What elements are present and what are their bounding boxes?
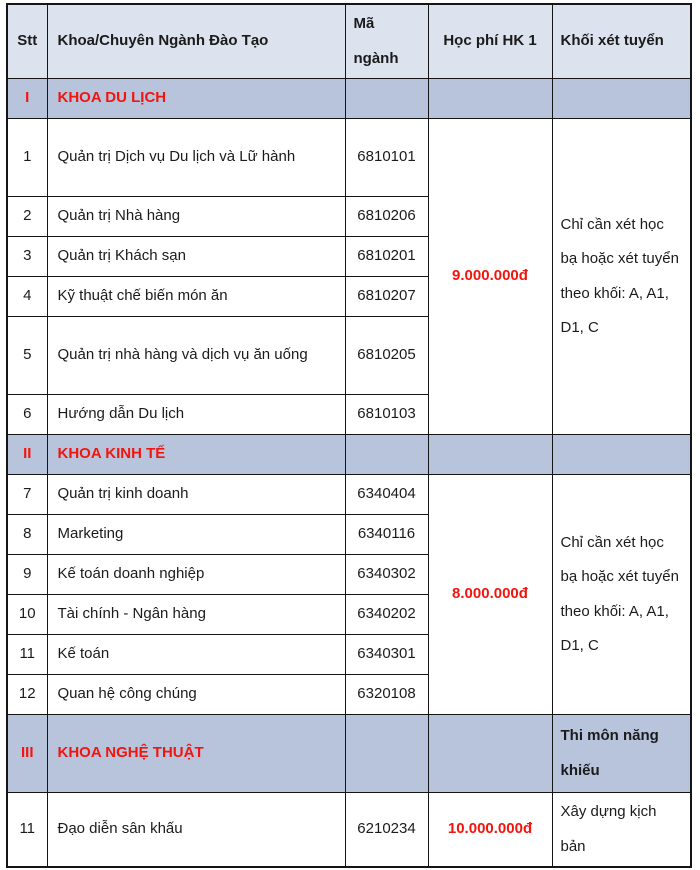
section-empty-cell	[428, 435, 552, 475]
section-note-cell: Thi môn năng khiếu	[552, 715, 691, 793]
major-code-cell: 6340301	[345, 635, 428, 675]
major-code-cell: 6340116	[345, 515, 428, 555]
program-name-cell: Quản trị Khách sạn	[47, 237, 345, 277]
program-name-cell: Quản trị Nhà hàng	[47, 197, 345, 237]
program-name-cell: Quản trị kinh doanh	[47, 475, 345, 515]
major-code-cell: 6810201	[345, 237, 428, 277]
section-numeral-cell: III	[7, 715, 47, 793]
major-code-cell: 6210234	[345, 793, 428, 868]
program-name-cell: Kế toán doanh nghiệp	[47, 555, 345, 595]
major-code-cell: 6810206	[345, 197, 428, 237]
section-title-cell: KHOA NGHỆ THUẬT	[47, 715, 345, 793]
program-name-cell: Quản trị Dịch vụ Du lịch và Lữ hành	[47, 119, 345, 197]
tuition-table	[6, 3, 692, 868]
col-stt-cell: 5	[7, 317, 47, 395]
section-empty-cell	[345, 435, 428, 475]
header-program: Khoa/Chuyên Ngành Đào Tạo	[47, 4, 345, 79]
col-stt-cell: 8	[7, 515, 47, 555]
major-code-cell: 6810205	[345, 317, 428, 395]
col-stt-cell: 9	[7, 555, 47, 595]
table-row	[7, 793, 691, 868]
col-stt-cell: 3	[7, 237, 47, 277]
program-name-cell: Marketing	[47, 515, 345, 555]
section-row-kinh-te	[7, 435, 691, 475]
major-code-cell: 6810103	[345, 395, 428, 435]
section-numeral-cell: I	[7, 79, 47, 119]
header-stt: Stt	[7, 4, 47, 79]
header-admission: Khối xét tuyển	[552, 4, 691, 79]
program-name-cell: Tài chính - Ngân hàng	[47, 595, 345, 635]
col-stt-cell: 12	[7, 675, 47, 715]
table-header-row	[7, 4, 691, 79]
section-empty-cell	[552, 435, 691, 475]
program-name-cell: Kỹ thuật chế biến món ăn	[47, 277, 345, 317]
section-title-cell: KHOA DU LỊCH	[47, 79, 345, 119]
tuition-fee-cell: 8.000.000đ	[428, 475, 552, 715]
tuition-fee-cell: 9.000.000đ	[428, 119, 552, 435]
col-stt-cell: 6	[7, 395, 47, 435]
table-row	[7, 119, 691, 197]
col-stt-cell: 1	[7, 119, 47, 197]
admission-block-cell: Xây dựng kịch bản	[552, 793, 691, 868]
col-stt-cell: 2	[7, 197, 47, 237]
tuition-fee-cell: 10.000.000đ	[428, 793, 552, 868]
program-name-cell: Quản trị nhà hàng và dịch vụ ăn uống	[47, 317, 345, 395]
section-row-du-lich	[7, 79, 691, 119]
major-code-cell: 6340202	[345, 595, 428, 635]
major-code-cell: 6340302	[345, 555, 428, 595]
section-empty-cell	[428, 79, 552, 119]
program-name-cell: Đạo diễn sân khấu	[47, 793, 345, 868]
section-row-nghe-thuat	[7, 715, 691, 793]
program-name-cell: Kế toán	[47, 635, 345, 675]
table-row	[7, 475, 691, 515]
header-code: Mã ngành	[345, 4, 428, 79]
col-stt-cell: 4	[7, 277, 47, 317]
section-empty-cell	[552, 79, 691, 119]
major-code-cell: 6320108	[345, 675, 428, 715]
col-stt-cell: 11	[7, 793, 47, 868]
admission-block-cell: Chỉ cần xét học bạ hoặc xét tuyển theo khối: A, A1, D1, C	[552, 475, 691, 715]
program-name-cell: Quan hệ công chúng	[47, 675, 345, 715]
section-numeral-cell: II	[7, 435, 47, 475]
program-name-cell: Hướng dẫn Du lịch	[47, 395, 345, 435]
major-code-cell: 6810101	[345, 119, 428, 197]
section-empty-cell	[345, 715, 428, 793]
section-empty-cell	[345, 79, 428, 119]
section-empty-cell	[428, 715, 552, 793]
col-stt-cell: 7	[7, 475, 47, 515]
col-stt-cell: 11	[7, 635, 47, 675]
header-tuition: Học phí HK 1	[428, 4, 552, 79]
admission-block-cell: Chỉ cần xét học bạ hoặc xét tuyển theo khối: A, A1, D1, C	[552, 119, 691, 435]
major-code-cell: 6810207	[345, 277, 428, 317]
major-code-cell: 6340404	[345, 475, 428, 515]
col-stt-cell: 10	[7, 595, 47, 635]
section-title-cell: KHOA KINH TẾ	[47, 435, 345, 475]
